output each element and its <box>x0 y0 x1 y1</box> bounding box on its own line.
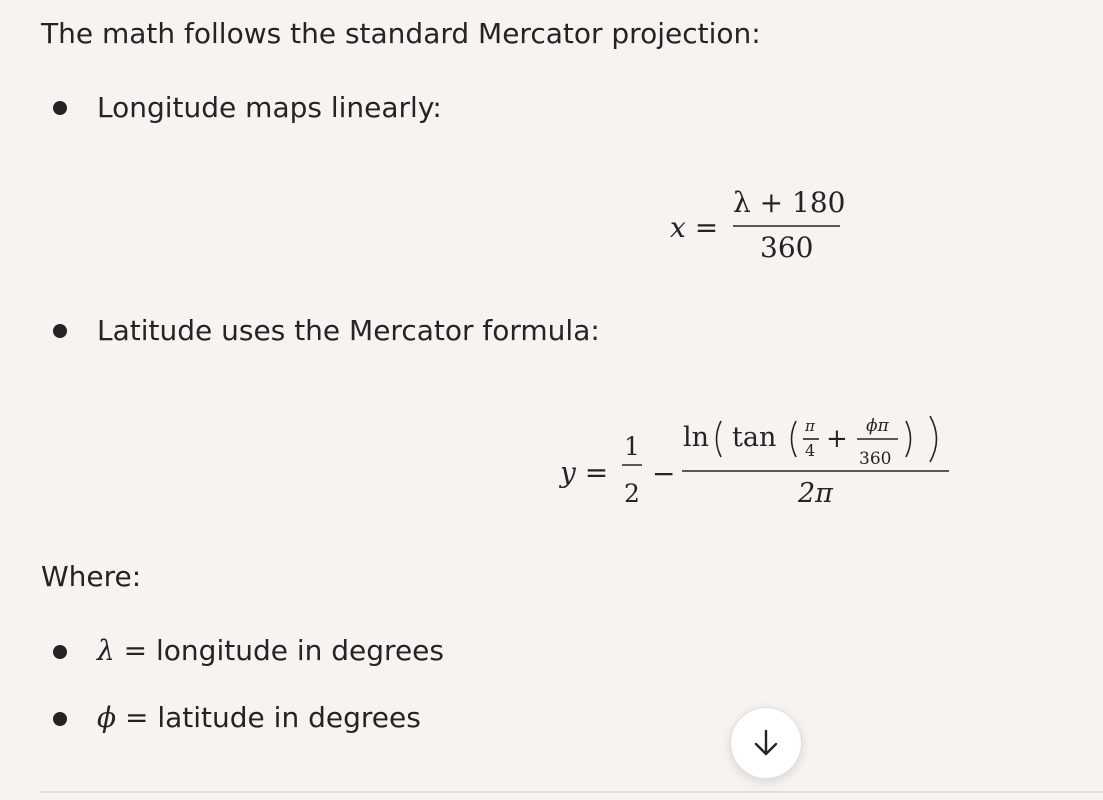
scroll-to-bottom-button[interactable] <box>730 707 802 779</box>
formula-y-plus: + <box>826 424 848 454</box>
bullet-latitude-text: Latitude uses the Mercator formula: <box>97 314 600 347</box>
definition-lambda <box>97 631 444 671</box>
formula-y-tan: tan <box>732 422 777 453</box>
lambda-symbol: λ <box>97 634 115 667</box>
formula-x-denominator: 360 <box>760 231 814 264</box>
phi-text: = latitude in degrees <box>116 701 421 734</box>
formula-y-2pi: 2π <box>798 478 833 509</box>
formula-y <box>555 410 975 520</box>
bullet-longitude-text: Longitude maps linearly: <box>97 91 442 124</box>
formula-y-lhs: y = <box>560 456 609 489</box>
bullet-marker <box>53 645 67 659</box>
bullet-marker <box>53 101 67 115</box>
formula-y-paren-inner-left <box>792 421 797 457</box>
intro-text: The math follows the standard Mercator projection: <box>41 17 761 50</box>
bullet-marker <box>53 324 67 338</box>
where-label: Where: <box>41 560 142 593</box>
formula-y-phipi: ϕπ <box>866 416 889 436</box>
formula-x <box>660 180 860 270</box>
bullet-marker <box>53 712 67 726</box>
formula-y-minus: − <box>652 457 676 490</box>
formula-y-paren-inner-right <box>906 421 911 457</box>
arrow-down-icon <box>752 728 780 758</box>
formula-y-360: 360 <box>859 449 892 469</box>
divider <box>41 791 1103 793</box>
definition-phi <box>97 698 421 738</box>
formula-x-numerator: λ + 180 <box>733 186 846 219</box>
phi-symbol: ϕ <box>97 701 117 734</box>
formula-y-ln: ln <box>683 422 710 453</box>
formula-y-four: 4 <box>805 441 816 460</box>
formula-y-paren-outer-left <box>717 421 722 457</box>
formula-y-half-numerator: 1 <box>624 432 640 461</box>
formula-x-lhs: x = <box>670 211 719 244</box>
lambda-text: = longitude in degrees <box>114 634 444 667</box>
formula-y-paren-outer-right <box>930 416 937 462</box>
formula-y-pi: π <box>805 417 815 435</box>
formula-y-half-denominator: 2 <box>624 479 640 508</box>
